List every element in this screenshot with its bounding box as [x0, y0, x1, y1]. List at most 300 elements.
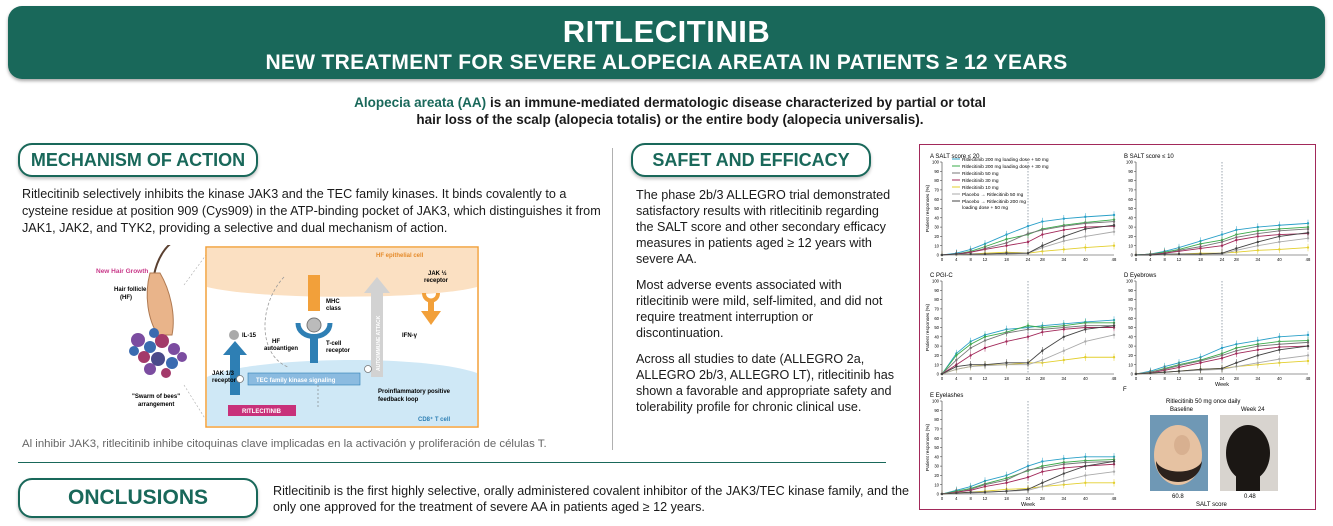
data-point [1221, 347, 1223, 349]
data-point [1113, 356, 1115, 358]
data-point [955, 253, 957, 255]
data-point [1113, 214, 1115, 216]
hair-follicle-icon [147, 273, 173, 335]
y-tick-label: 90 [1128, 168, 1133, 174]
baseline-photo [1150, 415, 1208, 491]
y-tick-label: 10 [934, 482, 939, 488]
week24-photo [1220, 415, 1278, 491]
data-point [1235, 247, 1237, 249]
data-point [1027, 241, 1029, 243]
y-tick-label: 90 [934, 168, 939, 174]
y-tick-label: 100 [1126, 159, 1133, 165]
y-tick-label: 10 [934, 362, 939, 368]
legend-item: Ritlecitinib 10 mg [962, 186, 999, 191]
data-point [1041, 482, 1043, 484]
y-tick-label: 20 [1128, 234, 1133, 239]
x-tick-label: 8 [969, 496, 972, 501]
data-point [1027, 328, 1029, 330]
x-tick-label: 40 [1276, 257, 1282, 262]
y-tick-label: 70 [1128, 306, 1133, 312]
y-tick-label: 80 [934, 417, 939, 423]
data-point [1005, 362, 1007, 364]
efficacy-figure-svg [920, 145, 1315, 508]
data-point [941, 373, 943, 375]
y-tick-label: 0 [936, 371, 939, 377]
data-point [1084, 246, 1086, 248]
data-point [1113, 334, 1115, 336]
y-tick-label: 30 [1128, 343, 1133, 349]
data-point [969, 491, 971, 493]
y-tick-label: 70 [934, 306, 939, 312]
x-tick-label: 4 [955, 496, 958, 501]
data-point [984, 339, 986, 341]
x-tick-label: 28 [1039, 257, 1045, 262]
x-tick-label: 48 [1111, 376, 1117, 381]
y-tick-label: 40 [1128, 215, 1133, 221]
diagram-caption: Al inhibir JAK3, ritlecitinib inhibe citoquinas clave implicadas en la activación y proliferación de células T. [22, 438, 547, 450]
data-point [1084, 465, 1086, 467]
x-tick-label: 40 [1082, 496, 1088, 501]
y-tick-label: 50 [934, 206, 939, 212]
panel-title: D Eyebrows [1124, 273, 1157, 279]
y-tick-label: 80 [1128, 297, 1133, 303]
week24-score: 0.48 [1244, 494, 1256, 500]
x-tick-label: 34 [1061, 496, 1067, 501]
mechanism-diagram [88, 245, 480, 430]
new-hair-growth-label: New Hair Growth [96, 268, 149, 275]
x-tick-label: 12 [1176, 257, 1182, 262]
y-tick-label: 80 [1128, 178, 1133, 184]
page-subtitle: NEW TREATMENT FOR SEVERE ALOPECIA AREATA IN PATIENTS ≥ 12 YEARS [265, 51, 1068, 74]
y-tick-label: 100 [932, 398, 939, 404]
y-tick-label: 100 [1126, 278, 1133, 284]
safety-heading: SAFET AND EFFICACY [631, 143, 871, 177]
x-axis-label: Week [1215, 382, 1229, 388]
y-axis-label: Patient responses (%) [926, 184, 931, 233]
x-tick-label: 0 [940, 257, 944, 262]
x-tick-label: 12 [982, 496, 988, 501]
x-tick-label: 18 [1004, 257, 1009, 262]
data-point [1199, 368, 1201, 370]
vertical-divider [612, 148, 613, 450]
data-point [1178, 370, 1180, 372]
y-tick-label: 50 [1128, 325, 1133, 331]
data-point [1278, 336, 1280, 338]
y-tick-label: 70 [934, 187, 939, 193]
x-tick-label: 48 [1305, 376, 1311, 381]
data-point [1278, 358, 1280, 360]
panel-f-baseline-label: Baseline [1170, 407, 1194, 413]
jak12-label-2: receptor [424, 278, 449, 284]
x-tick-label: 4 [955, 257, 958, 262]
x-tick-label: 28 [1039, 496, 1045, 501]
x-tick-label: 12 [1176, 376, 1182, 381]
data-point [1027, 252, 1029, 254]
x-tick-label: 48 [1111, 257, 1117, 262]
y-tick-label: 70 [934, 426, 939, 432]
data-point [969, 354, 971, 356]
x-tick-label: 24 [1219, 257, 1225, 262]
data-point [1063, 480, 1065, 482]
data-point [1084, 474, 1086, 476]
y-tick-label: 30 [934, 224, 939, 230]
y-axis-label: Patient responses (%) [926, 303, 931, 352]
y-tick-label: 90 [1128, 287, 1133, 293]
data-point [1084, 328, 1086, 330]
data-point [1084, 235, 1086, 237]
legend-item: Ritlecitinib 30 mg [962, 179, 999, 184]
data-point [1257, 235, 1259, 237]
data-point [1027, 336, 1029, 338]
data-point [969, 253, 971, 255]
y-tick-label: 40 [1128, 334, 1133, 340]
data-point [1221, 233, 1223, 235]
data-point [1113, 231, 1115, 233]
x-tick-label: 34 [1255, 257, 1261, 262]
data-point [1005, 482, 1007, 484]
x-axis-label: Week [1021, 502, 1035, 508]
data-point [1163, 371, 1165, 373]
data-point [1005, 233, 1007, 235]
x-tick-label: 28 [1039, 376, 1045, 381]
data-point [1041, 350, 1043, 352]
cd8-label: CD8⁺ T cell [418, 417, 451, 423]
data-point [1307, 345, 1309, 347]
data-point [1027, 469, 1029, 471]
data-point [1307, 231, 1309, 233]
data-point [1257, 354, 1259, 356]
data-point [1149, 372, 1151, 374]
data-point [1278, 241, 1280, 243]
data-point [1278, 235, 1280, 237]
panel-title: C PGI-C [930, 273, 953, 279]
hf-autoantigen-label-2: autoantigen [264, 346, 298, 352]
data-point [955, 365, 957, 367]
data-point [1005, 340, 1007, 342]
data-point [1027, 225, 1029, 227]
data-point [1113, 460, 1115, 462]
autoantigen-icon [307, 318, 321, 332]
panel-f [1123, 387, 1278, 508]
x-tick-label: 0 [1134, 376, 1138, 381]
x-tick-label: 34 [1061, 257, 1067, 262]
data-point [1063, 359, 1065, 361]
hf-epithelial-label: HF epithelial cell [376, 253, 424, 259]
title-banner [8, 6, 1325, 79]
y-tick-label: 20 [1128, 353, 1133, 358]
y-tick-label: 60 [934, 196, 939, 202]
x-tick-label: 24 [1025, 496, 1031, 501]
data-point [1235, 362, 1237, 364]
data-point [1063, 336, 1065, 338]
hair-follicle-abbr: (HF) [120, 295, 132, 301]
mhc-label-1: MHC [326, 299, 340, 305]
jak13-label-2: receptor [212, 378, 237, 384]
data-point [1063, 350, 1065, 352]
y-tick-label: 50 [1128, 206, 1133, 212]
data-point [1178, 253, 1180, 255]
safety-paragraph-1: The phase 2b/3 ALLEGRO trial demonstrated satisfactory results with ritlecitinib regarding the SALT score and other secondary efficacy measures in patients aged ≥ 12 years with severe AA. [636, 188, 891, 266]
y-tick-label: 0 [1130, 252, 1133, 258]
x-tick-label: 48 [1305, 257, 1311, 262]
intro-line-1: is an immune-mediated dermatologic disease characterized by partial or total [486, 95, 986, 110]
hf-autoantigen-label-1: HF [272, 339, 280, 345]
ifn-label: IFN-γ [402, 333, 417, 339]
data-point [1084, 216, 1086, 218]
y-tick-label: 10 [934, 243, 939, 249]
x-tick-label: 18 [1198, 376, 1203, 381]
data-point [1257, 241, 1259, 243]
y-tick-label: 30 [934, 343, 939, 349]
tcell-receptor-label-1: T-cell [326, 341, 342, 347]
y-tick-label: 90 [934, 287, 939, 293]
data-point [1041, 233, 1043, 235]
data-point [1005, 245, 1007, 247]
x-tick-label: 0 [940, 376, 944, 381]
data-point [1084, 356, 1086, 358]
conclusions-body: Ritlecitinib is the first highly selective, orally administered covalent inhibitor of the JAK3/TEC kinase family, and the only one approved for the treatment of severe AA in patients aged ≥ 12 years. [273, 484, 910, 514]
data-point [1063, 248, 1065, 250]
y-tick-label: 40 [934, 454, 939, 460]
il15-icon [229, 330, 239, 340]
page-title: RITLECITINIB [562, 14, 771, 49]
proinflammatory-label-2: feedback loop [378, 397, 419, 403]
data-point [1199, 247, 1201, 249]
x-tick-label: 28 [1233, 376, 1239, 381]
y-tick-label: 20 [934, 473, 939, 478]
x-tick-label: 18 [1004, 376, 1009, 381]
jak13-label-1: JAK 1/3 [212, 371, 235, 377]
data-point [1307, 360, 1309, 362]
data-point [1041, 229, 1043, 231]
panel-f-title: Ritlecitinib 50 mg once daily [1166, 399, 1241, 405]
data-point [1307, 334, 1309, 336]
safety-paragraph-3: Across all studies to date (ALLEGRO 2a, ALLEGRO 2b/3, ALLEGRO LT), ritlecitinib has shown a favorable and appropriate safety and tolerability profile for chronic clinical use. [636, 352, 895, 414]
data-point [1041, 220, 1043, 222]
data-point [984, 491, 986, 493]
panel-f-week24-label: Week 24 [1241, 407, 1265, 413]
data-point [984, 347, 986, 349]
baseline-score: 60.8 [1172, 494, 1184, 500]
data-point [1307, 354, 1309, 356]
data-point [1041, 460, 1043, 462]
data-point [969, 364, 971, 366]
panel-title: E Eyelashes [930, 393, 964, 399]
data-point [1063, 240, 1065, 242]
y-tick-label: 40 [934, 334, 939, 340]
salt-score-axis-label: SALT score [1196, 502, 1227, 508]
data-point [1005, 490, 1007, 492]
data-point [1063, 218, 1065, 220]
data-point [1063, 467, 1065, 469]
data-point [1199, 253, 1201, 255]
mechanism-heading: MECHANISM OF ACTION [18, 143, 258, 177]
swarm-label-1: "Swarm of bees" [132, 394, 181, 400]
data-point [955, 354, 957, 356]
x-tick-label: 8 [969, 376, 972, 381]
y-tick-label: 60 [1128, 196, 1133, 202]
y-tick-label: 30 [1128, 224, 1133, 230]
panel-title: B SALT score ≤ 10 [1124, 154, 1174, 160]
autoimmune-attack-label: AUTOIMMUNE ATTACK [376, 315, 382, 371]
ritlecitinib-drug-label: RITLECITINIB [242, 409, 281, 415]
data-point [1063, 229, 1065, 231]
data-point [955, 492, 957, 494]
x-tick-label: 4 [955, 376, 958, 381]
jak12-label-1: JAK ½ [428, 271, 447, 277]
x-tick-label: 8 [969, 257, 972, 262]
legend-item: Placebo → Ritlecitinib 50 mg [962, 193, 1024, 198]
figure-legend [952, 157, 1049, 211]
data-point [1257, 349, 1259, 351]
hair-follicle-label: Hair follicle [114, 287, 147, 293]
data-point [1221, 245, 1223, 247]
data-point [1041, 359, 1043, 361]
data-point [1135, 373, 1137, 375]
efficacy-figure [919, 144, 1316, 510]
data-point [1113, 245, 1115, 247]
data-point [1163, 253, 1165, 255]
data-point [1235, 239, 1237, 241]
data-point [1063, 328, 1065, 330]
legend-item: Ritlecitinib 200 mg loading dose + 30 mg [962, 165, 1049, 170]
data-point [1084, 340, 1086, 342]
data-point [955, 359, 957, 361]
mechanism-body: Ritlecitinib selectively inhibits the kinase JAK3 and the TEC family kinases. It binds covalently to a cysteine residue at position 909 (Cys909) in the ATP-binding pocket of JAK3, which distinguishes it from JAK1, JAK2, and TYK2, providing a selective and dual mechanism of action. [22, 187, 601, 235]
y-tick-label: 80 [934, 178, 939, 184]
data-point [1221, 357, 1223, 359]
x-tick-label: 12 [982, 376, 988, 381]
y-tick-label: 0 [1130, 371, 1133, 377]
legend-item: Placebo → Ritlecitinib 200 mg [962, 200, 1026, 205]
x-tick-label: 4 [1149, 257, 1152, 262]
x-tick-label: 8 [1163, 257, 1166, 262]
data-point [1257, 249, 1259, 251]
y-tick-label: 60 [1128, 315, 1133, 321]
legend-item: Ritlecitinib 50 mg [962, 172, 999, 177]
data-point [1113, 324, 1115, 326]
mhc-molecule-icon [308, 275, 320, 311]
y-tick-label: 70 [1128, 187, 1133, 193]
x-tick-label: 40 [1082, 257, 1088, 262]
data-point [1235, 229, 1237, 231]
y-tick-label: 100 [932, 278, 939, 284]
panel-title: A SALT score ≤ 20 [930, 154, 980, 160]
x-tick-label: 28 [1233, 257, 1239, 262]
x-tick-label: 48 [1111, 496, 1117, 501]
x-tick-label: 34 [1255, 376, 1261, 381]
y-tick-label: 80 [934, 297, 939, 303]
y-tick-label: 50 [934, 325, 939, 331]
data-point [1063, 235, 1065, 237]
data-point [1235, 352, 1237, 354]
conclusions-heading: ONCLUSIONS [18, 478, 258, 518]
data-point [984, 253, 986, 255]
data-point [1027, 362, 1029, 364]
panel-f-letter: F [1123, 387, 1127, 393]
y-tick-label: 60 [934, 435, 939, 441]
x-tick-label: 40 [1276, 376, 1282, 381]
intro-text [290, 94, 1050, 128]
data-point [1113, 224, 1115, 226]
hair-strand-icon [154, 245, 172, 275]
x-tick-label: 18 [1198, 257, 1203, 262]
data-point [1041, 470, 1043, 472]
data-point [1084, 482, 1086, 484]
y-tick-label: 30 [934, 463, 939, 469]
x-tick-label: 12 [982, 257, 988, 262]
data-point [969, 347, 971, 349]
mhc-label-2: class [326, 306, 342, 312]
legend-item: Ritlecitinib 200 mg loading dose + 50 mg [962, 158, 1049, 163]
x-tick-label: 24 [1219, 376, 1225, 381]
y-tick-label: 100 [932, 159, 939, 165]
legend-item: loading dose + 50 mg [962, 206, 1009, 211]
y-tick-label: 10 [1128, 243, 1133, 249]
y-tick-label: 50 [934, 445, 939, 451]
data-point [984, 485, 986, 487]
y-tick-label: 0 [936, 491, 939, 497]
safety-paragraph-2: Most adverse events associated with ritlecitinib were mild, self-limited, and did not require treatment interruption or discontinuation. [636, 278, 883, 340]
data-point [1027, 232, 1029, 234]
tec-signaling-label: TEC family kinase signaling [256, 378, 336, 384]
data-point [1005, 332, 1007, 334]
x-tick-label: 0 [940, 496, 944, 501]
data-point [1278, 248, 1280, 250]
data-point [1005, 252, 1007, 254]
intro-highlight: Alopecia areata (AA) [354, 95, 487, 110]
data-point [984, 364, 986, 366]
il15-label: IL-15 [242, 333, 257, 339]
data-point [1027, 476, 1029, 478]
y-axis-label: Patient responses (%) [926, 423, 931, 472]
x-tick-label: 24 [1025, 257, 1031, 262]
y-tick-label: 0 [936, 252, 939, 258]
data-point [941, 493, 943, 495]
tcell-receptor-label-2: receptor [326, 348, 351, 354]
data-point [941, 254, 943, 256]
y-tick-label: 10 [1128, 362, 1133, 368]
data-point [1199, 362, 1201, 364]
data-point [1084, 228, 1086, 230]
data-point [1257, 362, 1259, 364]
x-tick-label: 8 [1163, 376, 1166, 381]
y-tick-label: 40 [934, 215, 939, 221]
data-point [1113, 470, 1115, 472]
data-point [1041, 331, 1043, 333]
x-tick-label: 0 [1134, 257, 1138, 262]
data-point [1027, 488, 1029, 490]
safety-body [636, 187, 896, 425]
data-point [1041, 245, 1043, 247]
data-point [1221, 252, 1223, 254]
data-point [1221, 367, 1223, 369]
data-point [1307, 237, 1309, 239]
y-tick-label: 20 [934, 234, 939, 239]
proinflammatory-label-1: Proinflammatory positive [378, 389, 451, 395]
horizontal-divider [18, 462, 886, 463]
data-point [1278, 349, 1280, 351]
intro-line-2: hair loss of the scalp (alopecia totalis) or the entire body (alopecia universalis). [416, 112, 924, 127]
data-point [1063, 472, 1065, 474]
data-point [1307, 246, 1309, 248]
data-point [1149, 254, 1151, 256]
data-point [1135, 254, 1137, 256]
x-tick-label: 24 [1025, 376, 1031, 381]
immune-cell-cluster-icon [129, 328, 187, 378]
y-tick-label: 90 [934, 407, 939, 413]
data-point [1113, 482, 1115, 484]
